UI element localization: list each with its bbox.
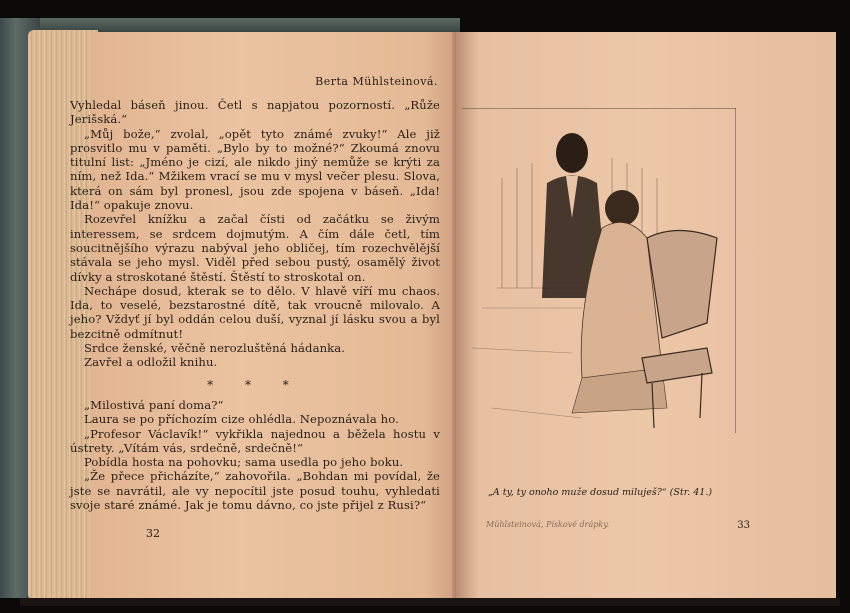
page-header: Berta Mühlsteinová.: [315, 75, 438, 88]
paragraph: Vyhledal báseň jinou. Četl s napjatou pozorností. „Růže Jerišská.“: [70, 98, 440, 127]
book-bottom-edge: [20, 598, 840, 606]
paragraph: Rozevřel knížku a začal čísti od začátku se živým interessem, se srdcem dojmutým. A čím dále četl, tím soucitnějšího výrazu nabýval jeho obličej, tím rozechvělější stávala se jeho mysl. Viděl před sebou pustý, osamělý život dívky a stroskotané štěstí. Štěstí to stroskotal on.: [70, 212, 440, 284]
page-footer: Mühlsteinová, Pískové drápky.: [486, 520, 610, 529]
paragraph: Laura se po příchozím cize ohlédla. Nepoznávala ho.: [84, 412, 399, 427]
page-text: [70, 98, 440, 512]
open-book: [0, 18, 850, 603]
paragraph: „Že přece přicházíte,“ zahovořila. „Bohdan mi povídal, že jste se navrátil, ale vy nepocítil jste posud touhu, vyhledati svoje staré známé. Jak je tomu dávno, co jste přijel z Rusi?“: [70, 469, 440, 513]
paragraph: Nechápe dosud, kterak se to dělo. V hlavě víří mu chaos. Ida, to veselé, bezstarostné dítě, tak vroucně milovalo. A jeho? Vždyť jí byl oddán celou duší, vyznal jí lásku svou a byl bezcitně odmítnut!: [70, 283, 440, 341]
paragraph: „Profesor Václavík!“ vykřikla najednou a běžela hostu v ústrety. „Vítám vás, srdečně, srdečně!“: [70, 426, 440, 455]
left-page: [70, 32, 462, 600]
paragraph: Zavřel a odložil knihu.: [84, 355, 218, 370]
paragraph: Pobídla hosta na pohovku; sama usedla po jeho boku.: [84, 455, 404, 470]
section-break: * * *: [207, 377, 303, 392]
illustration-caption: „A ty, ty onoho muže dosud miluješ?“ (Str. 41.): [488, 487, 713, 498]
paragraph: „Milostivá paní doma?“: [84, 397, 224, 412]
page-number: 32: [146, 527, 160, 540]
right-page: [456, 32, 836, 600]
illustration: [462, 108, 736, 433]
page-number: 33: [737, 520, 750, 531]
paragraph: „Můj bože,“ zvolal, „opět tyto známé zvuky!“ Ale již prosvitlo mu v paměti. „Bylo by to možné?“ Zkoumá znovu titulní list: „Jméno je cizí, ale nikdo jiný nemůže se krýti za ním, než Ida.“ Mžikem vrací se mu v mysl večer plesu. Slova, která on sám byl pronesl, jsou zde spojena v báseň. „Ida! Ida!“ opakuje znovu.: [70, 126, 440, 213]
paragraph: Srdce ženské, věčně nerozluštěná hádanka.: [84, 341, 346, 356]
